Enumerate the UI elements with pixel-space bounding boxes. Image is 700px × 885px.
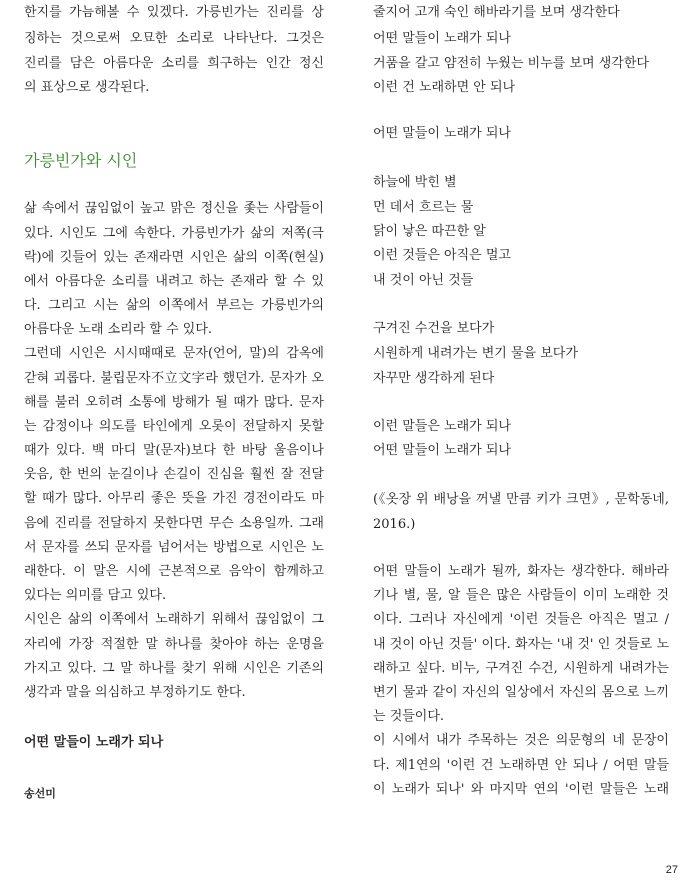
body-line: 웃음, 한 번의 눈길이나 손길이 진심을 훨씬 잘 전달 [24,467,324,482]
body-line: 시인은 삶의 이쪽에서 노래하기 위해서 끊임없이 그 [24,612,324,627]
body-line: 래한다. 이 말은 시에 근본적으로 음악이 함께하고 [24,564,324,579]
body-line: 변기 물과 같이 자신의 일상에서 자신의 몸으로 느끼 [373,685,669,700]
body-line: 할 때가 많다. 아무리 좋은 뜻을 가진 경전이라도 마 [24,491,324,506]
citation-line: (《옷장 위 배낭을 꺼낼 만큼 키가 크면》, 문학동네, [373,492,669,507]
poem-line: 어떤 말들이 노래가 되나 [373,31,511,46]
body-line: 서 문자를 쓰되 문자를 넘어서는 방법으로 시인은 노 [24,540,324,555]
body-line: 내 것이 아닌 것들' 이다. 화자는 '내 것' 인 것들로 노 [373,637,669,652]
body-line: 그런데 시인은 시시때때로 문자(언어, 말)의 감옥에 [24,346,324,361]
body-line: 자리에 가장 적절한 말 하나를 찾아야 하는 운명을 [24,637,324,652]
intro-line: 한지를 가늠해볼 수 있겠다. 가릉빈가는 진리를 상 [24,5,324,20]
poem-line: 이런 것들은 아직은 멀고 [373,248,511,263]
body-line: 있다. 시인도 그에 속한다. 가릉빈가가 삶의 저쪽(극 [24,226,324,241]
body-line: 다. 그리고 시는 삶의 이쪽에서 부르는 가릉빈가의 [24,298,324,313]
body-line: 음에 진리를 전달하지 못한다면 무슨 소용일까. 그래 [24,516,324,531]
poem-line: 이런 건 노래하면 안 되나 [373,80,516,95]
author-name: 송선미 [24,787,56,800]
body-line: 에서 아름다운 소리를 내려고 하는 존재라 할 수 있 [24,274,324,289]
poem-line: 구겨진 수건을 보다가 [373,321,495,336]
body-line: 생각과 말을 의심하고 부정하기도 한다. [24,685,246,700]
poem-line: 줄지어 고개 숙인 해바라기를 보며 생각한다 [373,5,620,20]
poem-line: 하늘에 박힌 별 [373,175,457,190]
body-line: 기나 별, 물, 알 들은 많은 사람들이 이미 노래한 것 [373,588,669,603]
poem-line: 자꾸만 생각하게 된다 [373,371,495,386]
intro-line: 징하는 것으로써 오묘한 소리로 나타난다. 그것은 [24,31,324,46]
body-line: 는 감정이나 의도를 타인에게 오롯이 전달하지 못할 [24,419,324,434]
body-line: 락)에 깃들어 있는 존재라면 시인은 삶의 이쪽(현실) [24,250,324,265]
body-line: 래하고 싶다. 비누, 구겨진 수건, 시원하게 내려가는 [373,661,669,676]
poem-line: 어떤 말들이 노래가 되나 [373,126,511,141]
poem-line: 닭이 낳은 따끈한 알 [373,224,486,239]
body-line: 때가 있다. 백 마디 말(문자)보다 한 바탕 울음이나 [24,443,324,458]
poem-line: 어떤 말들이 노래가 되나 [373,443,511,458]
essay-subheading: 어떤 말들이 노래가 되나 [24,735,164,750]
body-line: 이 시에서 내가 주목하는 것은 의문형의 네 문장이 [373,733,669,748]
body-line: 이 노래가 되나' 와 마지막 연의 '이런 말들은 노래 [373,782,669,797]
citation-line: 2016.) [373,517,416,532]
body-line: 이다. 그러나 자신에게 '이런 것들은 아직은 멀고 / [373,612,669,627]
body-line: 다. 제1연의 '이런 건 노래하면 안 되나 / 어떤 말들 [373,758,669,773]
body-line: 가지고 있다. 그 말 하나를 찾기 위해 시인은 기존의 [24,661,324,676]
body-line: 삶 속에서 끊임없이 높고 맑은 정신을 좇는 사람들이 [24,201,324,216]
body-line: 있다는 의미를 담고 있다. [24,588,167,603]
body-line: 어떤 말들이 노래가 될까, 화자는 생각한다. 해바라 [373,564,669,579]
poem-line: 먼 데서 흐르는 물 [373,200,474,215]
body-line: 갇혀 괴롭다. 불립문자不立文字라 했던가. 문자가 오 [24,371,324,386]
poem-line: 이런 말들은 노래가 되나 [373,419,511,434]
body-line: 는 것들이다. [373,709,445,724]
poem-line: 내 것이 아닌 것들 [373,273,474,288]
poem-line: 거품을 갈고 얌전히 누웠는 비누를 보며 생각한다 [373,56,649,71]
body-line: 아름다운 노래 소리라 할 수 있다. [24,322,213,337]
body-line: 해를 불러 오히려 소통에 방해가 될 때가 많다. 문자 [24,395,324,410]
intro-line: 진리를 담은 아름다운 소리를 희구하는 인간 정신 [24,56,324,71]
section-heading: 가릉빈가와 시인 [24,151,138,170]
intro-line: 의 표상으로 생각된다. [24,80,150,95]
poem-line: 시원하게 내려가는 변기 물을 보다가 [373,346,578,361]
page-number: 27 [665,864,678,876]
